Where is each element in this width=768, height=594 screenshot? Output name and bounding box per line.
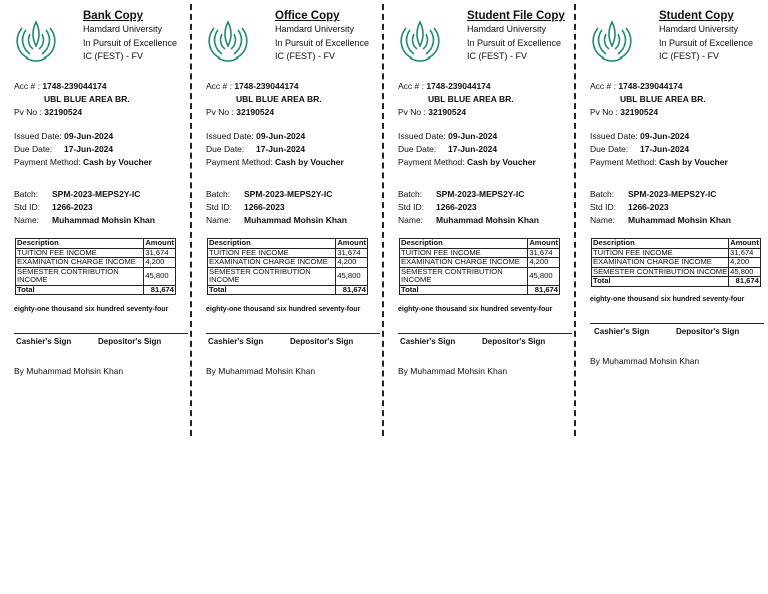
depositor-sign-label: Depositor's Sign: [290, 337, 354, 346]
student-name: Name: Muhammad Mohsin Khan: [206, 215, 347, 225]
due-date: Due Date: 17-Jun-2024: [398, 144, 498, 154]
campus-name: IC (FEST) - FV: [467, 51, 527, 61]
voucher-header: [83, 9, 177, 64]
student-id: Std ID: 1266-2023: [590, 202, 669, 212]
university-logo-icon: [204, 16, 252, 64]
fee-description: SEMESTER CONTRIBUTION INCOME: [593, 266, 728, 276]
account-number: Acc # : 1748-239044174: [398, 81, 491, 91]
fee-amount: 4,200: [729, 258, 761, 268]
total-label: Total: [16, 285, 144, 295]
bank-branch: UBL BLUE AREA BR.: [620, 94, 706, 104]
student-name: Name: Muhammad Mohsin Khan: [590, 215, 731, 225]
fee-description: TUITION FEE INCOME: [592, 248, 729, 258]
total-amount: 81,674: [144, 285, 176, 295]
total-row: [592, 277, 761, 287]
batch: Batch: SPM-2023-MEPS2Y-IC: [206, 189, 333, 199]
generated-by: By Muhammad Mohsin Khan: [14, 366, 124, 376]
voucher-header: [275, 9, 369, 64]
signature-line: [590, 323, 764, 324]
payment-method: Payment Method: Cash by Voucher: [206, 157, 344, 167]
payment-method: Payment Method: Cash by Voucher: [590, 157, 728, 167]
fee-table-header: [400, 239, 560, 249]
university-motto: In Pursuit of Excellence: [659, 37, 754, 48]
amount-header: Amount: [529, 238, 558, 247]
total-label: Total: [208, 285, 336, 295]
voucher-copy: [576, 0, 768, 436]
university-logo-icon: [12, 16, 60, 64]
copy-title: Student File Copy: [467, 10, 565, 22]
fee-amount: 31,674: [528, 248, 560, 258]
due-date: Due Date: 17-Jun-2024: [14, 144, 114, 154]
generated-by: By Muhammad Mohsin Khan: [206, 366, 316, 376]
voucher-copy: [0, 0, 192, 436]
cashier-sign-label: Cashier's Sign: [208, 337, 264, 346]
total-row: [16, 285, 176, 295]
fee-table: [591, 238, 761, 287]
cashier-sign-label: Cashier's Sign: [16, 337, 72, 346]
total-label: Total: [400, 285, 528, 295]
student-id: Std ID: 1266-2023: [206, 202, 285, 212]
table-row: [400, 267, 560, 285]
fee-description: SEMESTER CONTRIBUTION INCOME: [400, 267, 528, 285]
voucher-header: [659, 9, 753, 64]
table-row: [16, 258, 176, 268]
university-logo-icon: [396, 16, 444, 64]
depositor-sign-label: Depositor's Sign: [676, 327, 740, 336]
cashier-sign-label: Cashier's Sign: [594, 327, 650, 336]
copy-title: Office Copy: [275, 10, 340, 22]
fee-amount: 4,200: [336, 258, 368, 268]
fee-table-header: [208, 239, 368, 249]
fee-description: TUITION FEE INCOME: [400, 248, 528, 258]
student-name: Name: Muhammad Mohsin Khan: [398, 215, 539, 225]
total-amount: 81,674: [729, 277, 761, 287]
amount-header: Amount: [145, 238, 174, 247]
table-row: [16, 267, 176, 285]
issued-date: Issued Date: 09-Jun-2024: [206, 131, 306, 141]
issued-date: Issued Date: 09-Jun-2024: [590, 131, 690, 141]
student-id: Std ID: 1266-2023: [14, 202, 93, 212]
amount-in-words: eighty-one thousand six hundred seventy-four: [14, 306, 169, 313]
description-header: Description: [16, 239, 144, 249]
description-header: Description: [592, 239, 729, 249]
fee-amount: 4,200: [144, 258, 176, 268]
pv-number: Pv No : 32190524: [398, 107, 467, 117]
voucher-header: [467, 9, 565, 64]
fee-description: EXAMINATION CHARGE INCOME: [16, 258, 144, 268]
issued-date: Issued Date: 09-Jun-2024: [398, 131, 498, 141]
payment-method: Payment Method: Cash by Voucher: [14, 157, 152, 167]
fee-description: SEMESTER CONTRIBUTION INCOME: [16, 267, 144, 285]
university-name: Hamdard University: [275, 24, 355, 34]
student-id: Std ID: 1266-2023: [398, 202, 477, 212]
fee-description: TUITION FEE INCOME: [208, 248, 336, 258]
fee-description: EXAMINATION CHARGE INCOME: [592, 258, 729, 268]
total-amount: 81,674: [528, 285, 560, 295]
university-name: Hamdard University: [83, 24, 163, 34]
fee-amount: 45,800: [729, 267, 761, 277]
fee-table: [207, 238, 368, 295]
fee-amount: 31,674: [729, 248, 761, 258]
bank-branch: UBL BLUE AREA BR.: [236, 94, 322, 104]
amount-in-words: eighty-one thousand six hundred seventy-four: [206, 306, 361, 313]
fee-amount: 45,800: [528, 267, 560, 285]
signature-line: [398, 333, 572, 334]
amount-header: Amount: [730, 238, 759, 247]
description-header: Description: [208, 239, 336, 249]
fee-amount: 45,800: [336, 267, 368, 285]
university-name: Hamdard University: [659, 24, 739, 34]
campus-name: IC (FEST) - FV: [659, 51, 719, 61]
signature-line: [206, 333, 380, 334]
fee-amount: 4,200: [528, 258, 560, 268]
generated-by: By Muhammad Mohsin Khan: [398, 366, 508, 376]
table-row: [208, 258, 368, 268]
fee-description: EXAMINATION CHARGE INCOME: [400, 258, 528, 268]
depositor-sign-label: Depositor's Sign: [98, 337, 162, 346]
copy-title: Student Copy: [659, 10, 734, 22]
fee-description: SEMESTER CONTRIBUTION INCOME: [208, 267, 336, 285]
copy-title: Bank Copy: [83, 10, 144, 22]
due-date: Due Date: 17-Jun-2024: [206, 144, 306, 154]
pv-number: Pv No : 32190524: [14, 107, 83, 117]
fee-table: [399, 238, 560, 295]
total-row: [400, 285, 560, 295]
fee-table: [15, 238, 176, 295]
university-motto: In Pursuit of Excellence: [83, 37, 178, 48]
account-number: Acc # : 1748-239044174: [14, 81, 107, 91]
university-motto: In Pursuit of Excellence: [275, 37, 370, 48]
student-name: Name: Muhammad Mohsin Khan: [14, 215, 155, 225]
amount-in-words: eighty-one thousand six hundred seventy-four: [590, 296, 745, 303]
account-number: Acc # : 1748-239044174: [206, 81, 299, 91]
fee-amount: 31,674: [336, 248, 368, 258]
depositor-sign-label: Depositor's Sign: [482, 337, 546, 346]
voucher-copy: [192, 0, 384, 436]
voucher-copy: [384, 0, 576, 436]
campus-name: IC (FEST) - FV: [275, 51, 335, 61]
total-amount: 81,674: [336, 285, 368, 295]
amount-header: Amount: [337, 238, 366, 247]
total-row: [208, 285, 368, 295]
fee-description: TUITION FEE INCOME: [16, 248, 144, 258]
description-header: Description: [400, 239, 528, 249]
payment-method: Payment Method: Cash by Voucher: [398, 157, 536, 167]
batch: Batch: SPM-2023-MEPS2Y-IC: [14, 189, 141, 199]
fee-table-header: [592, 239, 761, 249]
fee-table-header: [16, 239, 176, 249]
batch: Batch: SPM-2023-MEPS2Y-IC: [590, 189, 717, 199]
table-row: [208, 267, 368, 285]
signature-line: [14, 333, 188, 334]
bank-branch: UBL BLUE AREA BR.: [428, 94, 514, 104]
issued-date: Issued Date: 09-Jun-2024: [14, 131, 114, 141]
due-date: Due Date: 17-Jun-2024: [590, 144, 690, 154]
cashier-sign-label: Cashier's Sign: [400, 337, 456, 346]
batch: Batch: SPM-2023-MEPS2Y-IC: [398, 189, 525, 199]
fee-amount: 31,674: [144, 248, 176, 258]
amount-in-words: eighty-one thousand six hundred seventy-four: [398, 306, 553, 313]
university-logo-icon: [588, 16, 636, 64]
fee-description: EXAMINATION CHARGE INCOME: [208, 258, 336, 268]
table-row: [592, 258, 761, 268]
generated-by: By Muhammad Mohsin Khan: [590, 356, 700, 366]
table-row: [400, 258, 560, 268]
pv-number: Pv No : 32190524: [590, 107, 659, 117]
university-motto: In Pursuit of Excellence: [467, 37, 562, 48]
campus-name: IC (FEST) - FV: [83, 51, 143, 61]
fee-amount: 45,800: [144, 267, 176, 285]
account-number: Acc # : 1748-239044174: [590, 81, 683, 91]
university-name: Hamdard University: [467, 24, 547, 34]
bank-branch: UBL BLUE AREA BR.: [44, 94, 130, 104]
pv-number: Pv No : 32190524: [206, 107, 275, 117]
total-label: Total: [592, 277, 729, 287]
